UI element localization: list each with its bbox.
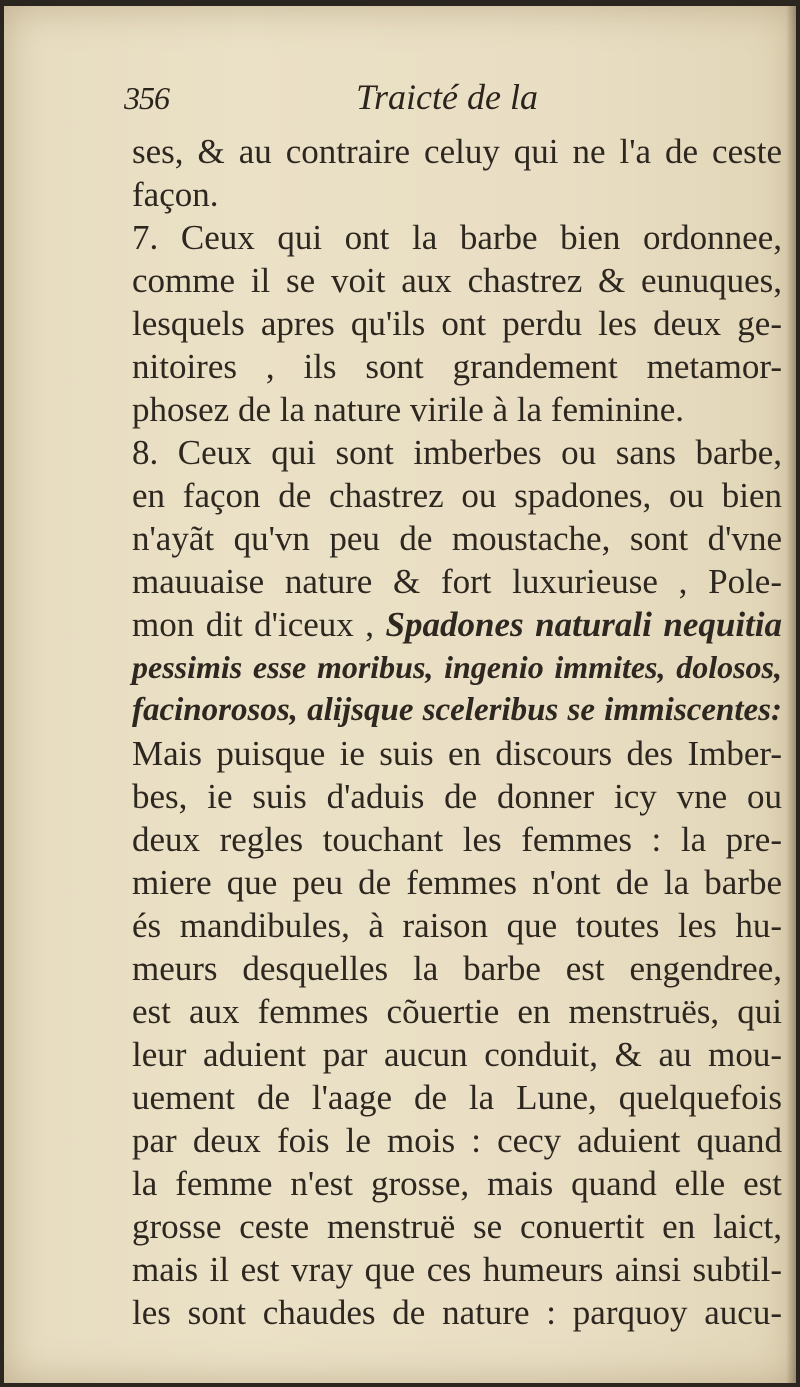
line-text: la femme n'est grosse, mais quand elle est: [132, 1164, 782, 1203]
text-line: [132, 388, 782, 431]
text-line: [132, 130, 782, 173]
page-number: 356: [124, 80, 169, 116]
text-line: [132, 345, 782, 388]
text-line: [132, 1291, 782, 1334]
line-text: en façon de chastrez ou spadones, ou bien: [132, 476, 782, 515]
line-text: és mandibules, à raison que toutes les hu-: [132, 906, 782, 945]
text-line: [132, 1033, 782, 1076]
text-line: [132, 775, 782, 818]
line-text: mauuaise nature & fort luxurieuse , Pole-: [132, 562, 782, 601]
text-line: [132, 603, 782, 646]
line-text: uement de l'aage de la Lune, quelquefois: [132, 1078, 782, 1117]
line-text: bes, ie suis d'aduis de donner icy vne ou: [132, 777, 782, 816]
line-text: grosse ceste menstruë se conuertit en laict,: [132, 1207, 782, 1246]
text-line: [132, 1205, 782, 1248]
text-line: [132, 1076, 782, 1119]
line-text: miere que peu de femmes n'ont de la barbe: [132, 863, 782, 902]
line-text: 8. Ceux qui sont imberbes ou sans barbe,: [132, 433, 782, 472]
body-text: [132, 130, 782, 1334]
line-text: est aux femmes cõuertie en menstruës, qui: [132, 992, 782, 1031]
latin-quotation: facinorosos, alijsque sceleribus se immiscentes:: [132, 692, 782, 728]
text-line: [132, 904, 782, 947]
text-line: [132, 689, 782, 732]
line-text: les sont chaudes de nature : parquoy aucu-: [132, 1293, 782, 1332]
page-gutter-shadow: [786, 6, 796, 1383]
text-line: [132, 990, 782, 1033]
line-text: façon.: [132, 175, 219, 214]
line-text: nitoires , ils sont grandement metamor-: [132, 347, 782, 386]
text-line: [132, 560, 782, 603]
text-line: [132, 732, 782, 775]
text-line: [132, 947, 782, 990]
latin-quotation: Spadones naturali nequitia: [385, 605, 782, 644]
book-page: [4, 6, 796, 1383]
line-text: meurs desquelles la barbe est engendree,: [132, 949, 782, 988]
text-line: [132, 861, 782, 904]
text-line: [132, 1248, 782, 1291]
line-text: mais il est vray que ces humeurs ainsi subtil-: [132, 1250, 782, 1289]
text-line: [132, 517, 782, 560]
running-header: [124, 76, 756, 122]
line-text: ses, & au contraire celuy qui ne l'a de ceste: [132, 132, 782, 171]
line-text: leur aduient par aucun conduit, & au mou-: [132, 1035, 782, 1074]
line-text: par deux fois le mois : cecy aduient quand: [132, 1121, 782, 1160]
line-text: mon dit d'iceux ,: [132, 605, 386, 644]
text-line: [132, 216, 782, 259]
line-text: lesquels apres qu'ils ont perdu les deux ge-: [132, 304, 782, 343]
line-text: deux regles touchant les femmes : la pre-: [132, 820, 782, 859]
text-line: [132, 474, 782, 517]
text-line: [132, 173, 782, 216]
text-line: [132, 431, 782, 474]
text-line: [132, 818, 782, 861]
line-text: comme il se voit aux chastrez & eunuques,: [132, 261, 782, 300]
text-line: [132, 1119, 782, 1162]
line-text: phosez de la nature virile à la feminine.: [132, 390, 684, 429]
line-text: 7. Ceux qui ont la barbe bien ordonnee,: [132, 218, 782, 257]
text-line: [132, 259, 782, 302]
text-line: [132, 302, 782, 345]
text-line: [132, 1162, 782, 1205]
line-text: n'ayãt qu'vn peu de moustache, sont d'vne: [132, 519, 782, 558]
text-line: [132, 646, 782, 689]
latin-quotation: pessimis esse moribus, ingenio immites, dolosos,: [132, 649, 782, 685]
running-title: Traicté de la: [356, 77, 538, 117]
line-text: Mais puisque ie suis en discours des Imber-: [132, 734, 782, 773]
